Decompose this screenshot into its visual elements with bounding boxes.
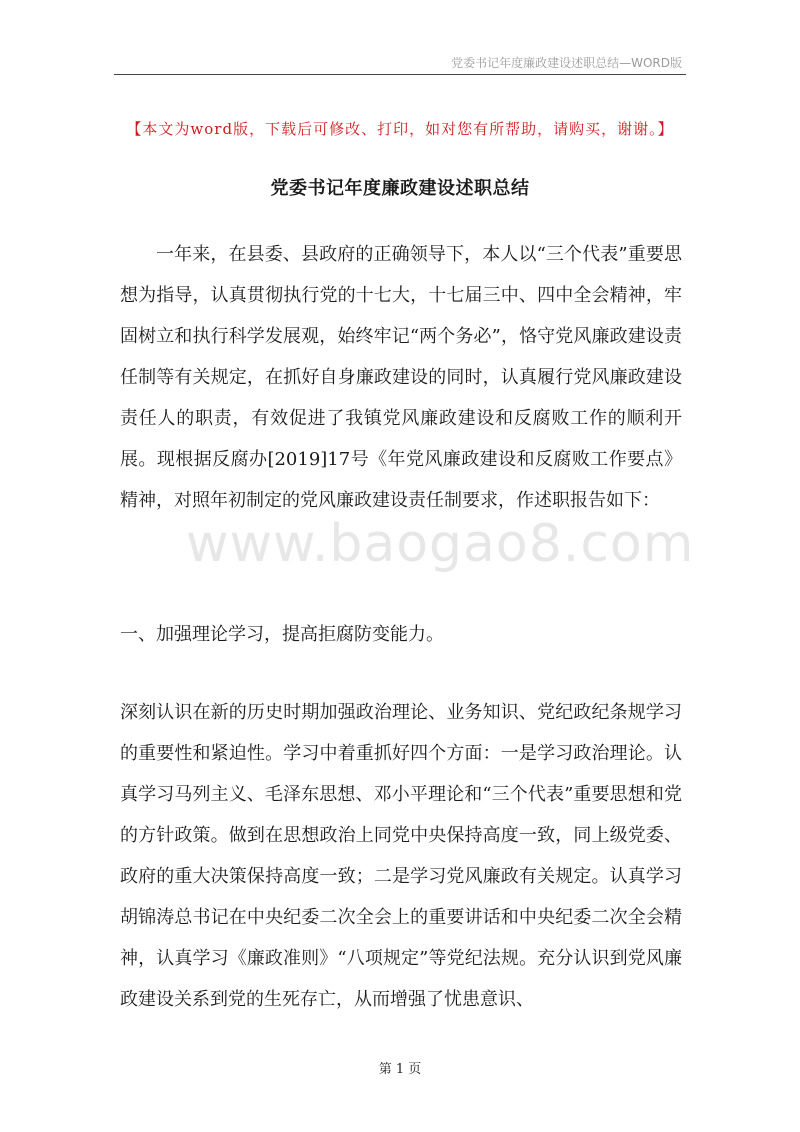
document-title: 党委书记年度廉政建设述职总结 <box>270 178 530 199</box>
section-heading-1: 一、加强理论学习，提高拒腐防变能力。 <box>120 624 444 645</box>
running-header: 党委书记年度廉政建设述职总结—WORD版 <box>451 56 682 70</box>
page-number: 第 1 页 <box>378 1062 422 1077</box>
header-divider <box>114 74 686 75</box>
paragraph-section-1: 深刻认识在新的历史时期加强政治理论、业务知识、党纪政纪条规学习的重要性和紧迫性。学习中着重抓好四个方面：一是学习政治理论。认真学习马列主义、毛泽东思想、邓小平理论和“三个代表”重要思想和党的方针政策。做到在思想政治上同党中央保持高度一致，同上级党委、政府的重大决策保持高度一致；二是学习党风廉政有关规定。认真学习胡锦涛总书记在中央纪委二次全会上的重要讲话和中央纪委二次全会精神，认真学习《廉政准则》“八项规定”等党纪法规。充分认识到党风廉政建设关系到党的生死存亡，从而增强了忧患意识、 <box>120 702 682 1010</box>
watermark: www.baogao8.com <box>186 514 695 574</box>
purchase-notice: 【本文为word版，下载后可修改、打印，如对您有所帮助，请购买，谢谢。】 <box>126 120 674 138</box>
paragraph-intro: 一年来，在县委、县政府的正确领导下，本人以“三个代表”重要思想为指导，认真贯彻执行党的十七大，十七届三中、四中全会精神，牢固树立和执行科学发展观，始终牢记“两个务必”，恪守党风廉政建设责任制等有关规定，在抓好自身廉政建设的同时，认真履行党风廉政建设责任人的职责，有效促进了我镇党风廉政建设和反腐败工作的顺利开展。现根据反腐办[2019]17号《年党风廉政建设和反腐败工作要点》精神，对照年初制定的党风廉政建设责任制要求，作述职报告如下： <box>120 244 682 511</box>
